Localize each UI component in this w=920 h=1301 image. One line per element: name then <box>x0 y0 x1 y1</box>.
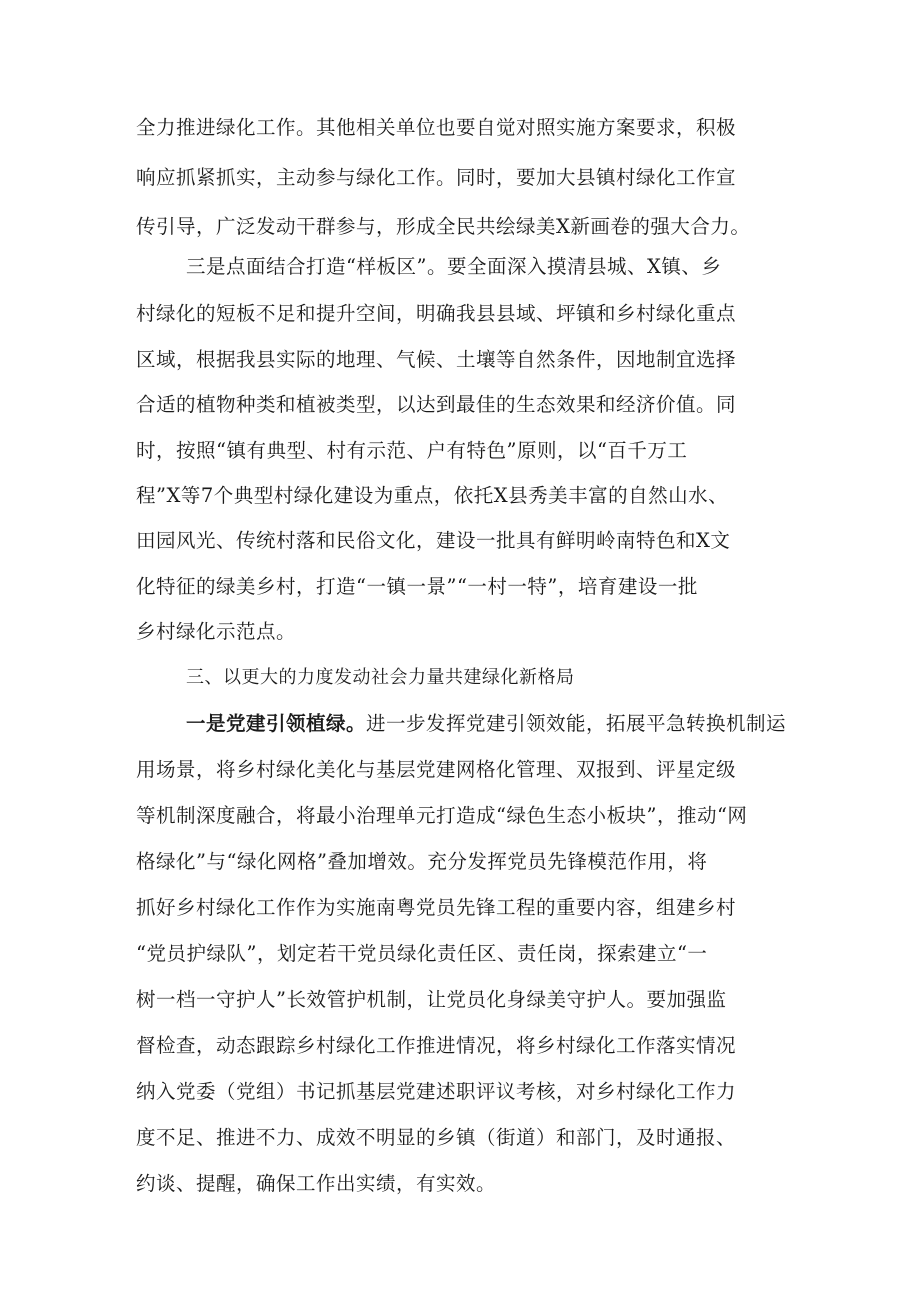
paragraph-line: 抓好乡村绿化工作作为实施南粤党员先锋工程的重要内容，组建乡村 <box>136 896 737 919</box>
paragraph-line: 乡村绿化示范点。 <box>136 620 297 643</box>
paragraph-line: 三是点面结合打造“样板区”。要全面深入摸清县城、X镇、乡 <box>186 255 722 278</box>
paragraph-line: 格绿化”与“绿化网格”叠加增效。充分发挥党员先锋模范作用，将 <box>136 850 708 873</box>
paragraph-line: 树一档一守护人”长效管护机制，让党员化身绿美守护人。要加强监 <box>136 988 727 1011</box>
paragraph-line: 程”X等7个典型村绿化建设为重点，依托X县秀美丰富的自然山水、 <box>136 484 729 507</box>
paragraph-lead: 一是党建引领植绿。 <box>186 712 367 735</box>
paragraph-line: 化特征的绿美乡村，打造“一镇一景”“一村一特”，培育建设一批 <box>136 575 698 598</box>
paragraph-line: 传引导，广泛发动干群参与，形成全民共绘绿美X新画卷的强大合力。 <box>136 215 751 238</box>
paragraph-line: “党员护绿队”，划定若干党员绿化责任区、责任岗，探索建立“一 <box>136 942 708 965</box>
paragraph-line: 合适的植物种类和植被类型，以达到最佳的生态效果和经济价值。同 <box>136 393 737 416</box>
paragraph-line: 村绿化的短板不足和提升空间，明确我县县域、坪镇和乡村绿化重点 <box>136 302 737 325</box>
paragraph-line <box>186 711 786 737</box>
paragraph-line: 督检查，动态跟踪乡村绿化工作推进情况，将乡村绿化工作落实情况 <box>136 1034 737 1057</box>
section-heading: 三、以更大的力度发动社会力量共建绿化新格局 <box>186 667 575 688</box>
paragraph-line: 时，按照“镇有典型、村有示范、户有特色”原则，以“百千万工 <box>136 439 688 462</box>
paragraph-line: 响应抓紧抓实，主动参与绿化工作。同时，要加大县镇村绿化工作宣 <box>136 166 737 189</box>
paragraph-line: 纳入党委（党组）书记抓基层党建述职评议考核，对乡村绿化工作力 <box>136 1080 737 1103</box>
paragraph-line: 用场景，将乡村绿化美化与基层党建网格化管理、双报到、评星定级 <box>136 758 737 781</box>
paragraph-line: 约谈、提醒，确保工作出实绩，有实效。 <box>136 1172 497 1195</box>
paragraph-line: 等机制深度融合，将最小治理单元打造成“绿色生态小板块”，推动“网 <box>136 804 748 827</box>
paragraph-line: 全力推进绿化工作。其他相关单位也要自觉对照实施方案要求，积极 <box>136 116 737 139</box>
paragraph-line: 区域，根据我县实际的地理、气候、土壤等自然条件，因地制宜选择 <box>136 348 737 371</box>
paragraph-line: 田园风光、传统村落和民俗文化，建设一批具有鲜明岭南特色和X文 <box>136 529 731 552</box>
paragraph-line: 度不足、推进不力、成效不明显的乡镇（街道）和部门，及时通报、 <box>136 1126 737 1149</box>
paragraph-text: 进一步发挥党建引领效能，拓展平急转换机制运 <box>366 712 787 735</box>
